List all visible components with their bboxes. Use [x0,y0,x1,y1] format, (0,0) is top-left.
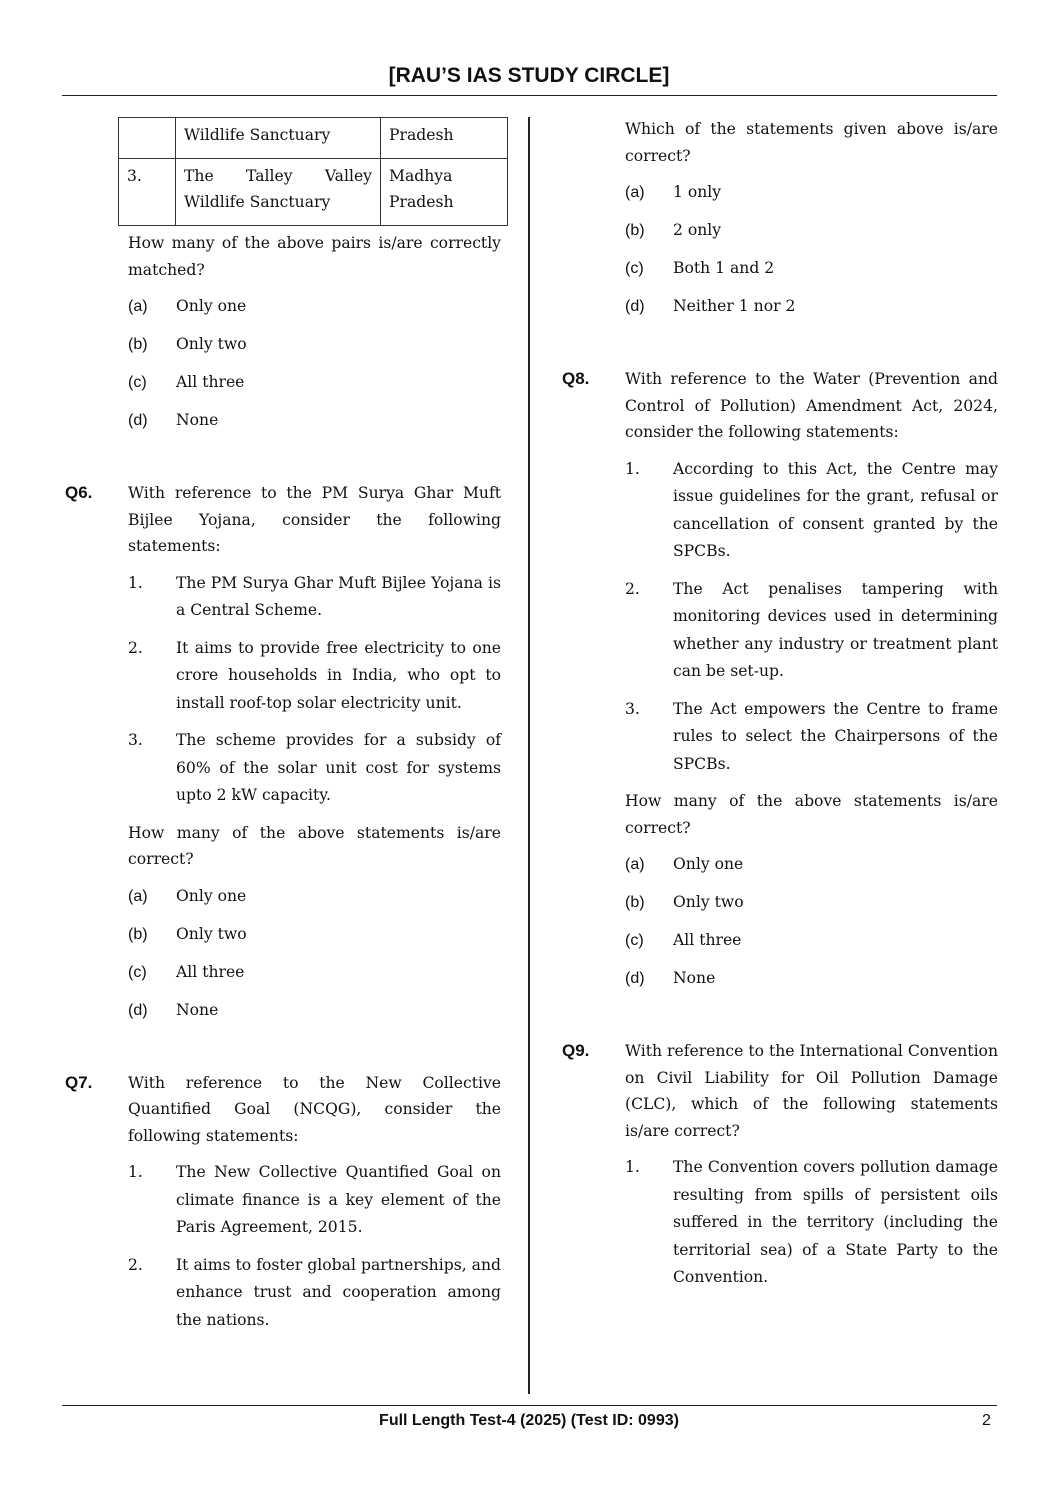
footer-rule [62,1405,997,1406]
statement-text: It aims to foster global partnerships, and enhance trust and cooperation among the nations. [176,1255,501,1329]
question-text: With reference to the New Collective Quantified Goal (NCQG), consider the following statements: [128,1073,501,1145]
option-text: Only two [673,893,744,911]
statement-number: 3. [625,699,640,718]
footer-title: Full Length Test-4 (2025) (Test ID: 0993) [379,1412,679,1429]
statement [128,727,501,810]
option-text: Only one [176,297,247,315]
answer-option [625,217,998,244]
statement [625,696,998,779]
statement-text: The PM Surya Ghar Muft Bijlee Yojana is a Central Scheme. [176,573,501,619]
answer-option [128,293,501,320]
statement [625,456,998,566]
question-text: With reference to the International Convention on Civil Liability for Oil Pollution Damage (CLC), which of the following statements is/are correct? [625,1042,998,1140]
table-cell [119,118,176,159]
question-number: Q6. [65,483,93,502]
question-number: Q9. [562,1041,590,1060]
answer-option [625,851,998,878]
statement-number: 1. [128,573,143,592]
statement-number: 3. [128,731,143,749]
page-number: 2 [982,1412,991,1429]
option-letter: (c) [625,932,644,949]
option-text: All three [176,962,245,981]
statement-text: The New Collective Quantified Goal on climate finance is a key element of the Paris Agreement, 2015. [176,1163,501,1236]
statement [625,576,998,686]
answer-option [625,889,998,916]
statement-number: 1. [625,1158,640,1176]
question-text: With reference to the Water (Prevention and Control of Pollution) Amendment Act, 2024, consider the following statements: [625,370,998,441]
answer-option [128,959,501,986]
table-cell: The Talley Valley Wildlife Sanctuary [176,159,381,226]
option-letter: (a) [128,298,148,315]
option-text: None [176,411,219,429]
option-letter: (c) [128,374,147,391]
header-rule [62,95,997,96]
option-letter: (b) [625,894,645,911]
statement-number: 2. [625,579,640,598]
statement [128,1252,501,1335]
option-text: Neither 1 nor 2 [673,297,796,315]
question-stem: Which of the statements given above is/are correct? [625,120,998,165]
statement-text: The Act penalises tampering with monitoring devices used in determining whether any industry or treatment plant can be set-up. [673,579,998,680]
answer-option [625,179,998,206]
option-letter: (b) [625,222,645,239]
option-letter: (d) [625,970,645,987]
answer-option [128,369,501,396]
option-letter: (a) [625,856,645,873]
statement [128,570,501,625]
statement-text: According to this Act, the Centre may issue guidelines for the grant, refusal or cancellation of consent granted by the SPCBs. [673,459,998,560]
question-number: Q8. [562,369,590,388]
left-column [65,117,501,1380]
statement-number: 1. [625,459,640,478]
statement-text: It aims to provide free electricity to one crore households in India, who opt to install roof-top solar electricity unit. [176,638,501,712]
option-letter: (c) [128,963,147,981]
option-text: 2 only [673,221,722,239]
answer-option [128,883,501,910]
table-row [119,159,508,226]
question-block [65,1070,501,1335]
statement-number: 1. [128,1163,143,1181]
table-cell: Wildlife Sanctuary [176,118,381,159]
option-text: All three [673,931,742,949]
match-table [118,117,508,226]
answer-option [128,407,501,434]
question-block [562,116,998,320]
answer-option [128,921,501,948]
option-letter: (a) [625,184,645,201]
statement-text: The Act empowers the Centre to frame rules to select the Chairpersons of the SPCBs. [673,699,998,773]
option-text: None [673,969,716,987]
table-row [119,118,508,159]
option-letter: (c) [625,260,644,277]
option-text: Only one [673,855,744,873]
statement-text: The scheme provides for a subsidy of 60% of the solar unit cost for systems upto 2 kW capacity. [176,731,501,804]
statement-number: 2. [128,638,143,657]
option-letter: (d) [128,412,148,429]
question-block [562,366,998,992]
question-block [65,117,501,434]
statement-text: The Convention covers pollution damage resulting from spills of persistent oils suffered in the territory (including the territorial sea) of a State Party to the Convention. [673,1158,998,1286]
question-stem: How many of the above pairs is/are correctly matched? [128,234,501,279]
statement [625,1154,998,1292]
option-text: All three [176,373,245,391]
answer-option [625,293,998,320]
answer-option [625,927,998,954]
table-cell: 3. [119,159,176,226]
question-stem: How many of the above statements is/are correct? [128,823,501,868]
option-letter: (d) [128,1001,148,1019]
option-text: Only two [176,924,247,943]
right-column [562,116,998,1338]
option-text: 1 only [673,183,722,201]
option-text: Only two [176,335,247,353]
question-text: With reference to the PM Surya Ghar Muft Bijlee Yojana, consider the following statements: [128,484,501,555]
table-cell: Madhya Pradesh [381,159,508,226]
question-block [562,1038,998,1292]
option-letter: (a) [128,887,148,905]
question-stem: How many of the above statements is/are correct? [625,792,998,837]
option-letter: (b) [128,336,148,353]
answer-option [128,997,501,1024]
page-header: [RAU’S IAS STUDY CIRCLE] [388,64,670,87]
table-cell: Pradesh [381,118,508,159]
option-letter: (d) [625,298,645,315]
option-letter: (b) [128,925,148,943]
statement [128,1159,501,1242]
option-text: Only one [176,886,247,905]
statement [128,635,501,718]
answer-option [625,965,998,992]
question-block [65,480,501,1024]
question-number: Q7. [65,1072,93,1092]
column-divider [528,117,530,1394]
option-text: Both 1 and 2 [673,259,775,277]
answer-option [128,331,501,358]
statement-number: 2. [128,1255,143,1274]
answer-option [625,255,998,282]
option-text: None [176,1000,219,1019]
